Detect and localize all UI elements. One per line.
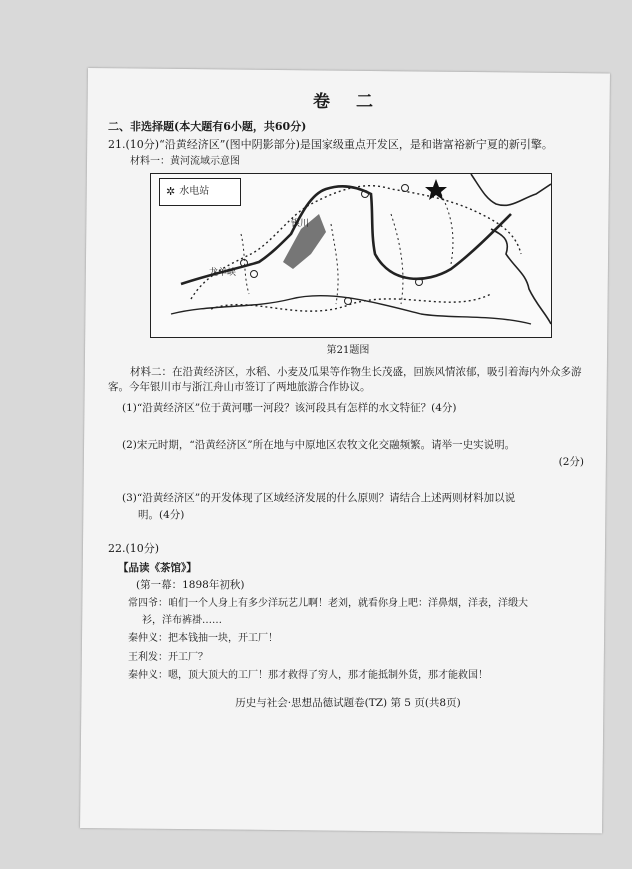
figure-caption: 第21题图 [326,345,370,357]
question-21-2-score: (2分) [558,456,584,469]
hydro-station-marker [345,298,352,305]
question-21-3: (3)“沿黄经济区”的开发体现了区域经济发展的什么原则？请结合上述两则材料加以说 [122,491,516,504]
play-title: 【品读《茶馆》】 [118,561,197,574]
question-21-3-cont: 明。(4分) [138,508,185,521]
scene-heading: (第一幕：1898年初秋) [136,579,245,592]
hydro-station-icon: ✲ [166,185,176,199]
coastline [471,174,551,324]
dialogue-line: 常四爷：咱们一个人身上有多少洋玩艺儿啊！老刘，就看你身上吧：洋鼻烟，洋表，洋缎大 [128,598,528,610]
dialogue-line-cont: 衫，洋布裤褂…… [142,614,222,626]
question-21-2: (2)宋元时期，“沿黄经济区”所在地与中原地区农牧文化交融频繁。请举一史实说明。 [122,439,516,452]
yellow-river-map [150,173,552,338]
question-22-stem: 22.(10分) [108,542,160,556]
legend-label: 水电站 [179,185,210,197]
city-label-longyangxia: 龙羊峡 [209,268,237,279]
hydro-station-marker [402,185,409,192]
material-2: 材料二：在沿黄经济区，水稻、小麦及瓜果等作物生长茂盛，回族风情浓郁，吸引着海内外众多游客。今年银川市与浙江舟山市签订了两地旅游合作协议。 [108,365,582,393]
section-title: 二、非选择题(本大题有6小题，共60分) [108,119,307,133]
dialogue-line: 秦仲义：嗯，顶大顶大的工厂！那才救得了穷人，那才能抵制外货，那才能救国！ [128,670,488,682]
question-21-1: (1)“沿黄经济区”位于黄河哪一河段？该河段具有怎样的水文特征？(4分) [122,401,457,414]
exam-page [108,90,588,711]
paper-part-title: 卷 二 [313,92,383,112]
question-21-stem: 21.(10分)“沿黄经济区”(图中阴影部分)是国家级重点开发区，是和谐富裕新宁夏的新引擎。 [108,137,553,151]
city-label-yinchuan: 银川 [291,219,310,230]
material-1-label: 材料一：黄河流域示意图 [130,155,240,167]
hydro-station-marker [251,271,258,278]
dialogue-line: 王利发：开工厂？ [128,651,208,663]
dialogue-line: 秦仲义：把本钱抽一块，开工厂！ [128,633,278,645]
province-borders [241,194,453,304]
capital-star-icon [425,179,447,200]
page-footer: 历史与社会·思想品德试题卷(TZ) 第 5 页(共8页) [235,696,461,709]
map-legend [159,178,241,206]
